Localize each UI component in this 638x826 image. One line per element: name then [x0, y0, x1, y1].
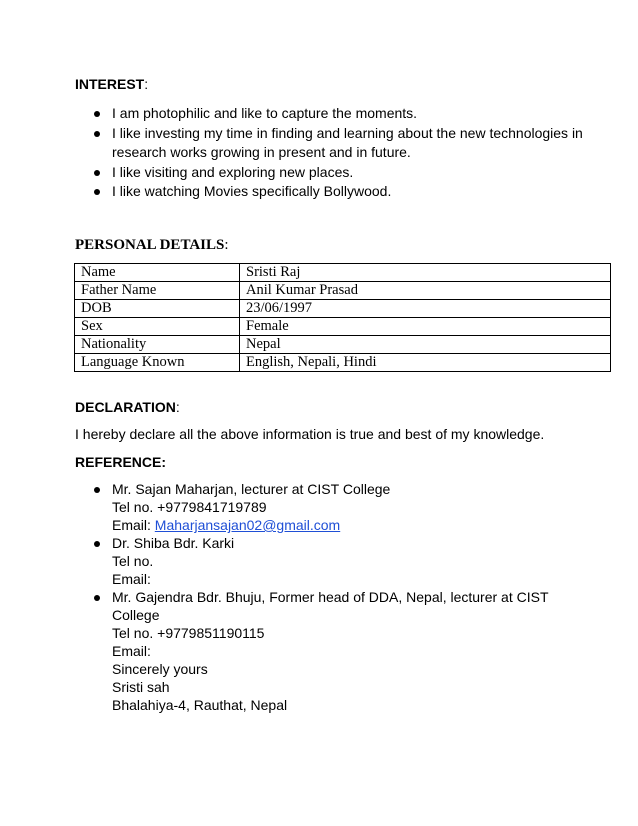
interest-heading [75, 75, 148, 93]
closing-address: Bhalahiya-4, Rauthat, Nepal [112, 697, 288, 713]
detail-label: Language Known [75, 354, 240, 372]
list-item [75, 534, 595, 588]
interest-list [75, 104, 595, 202]
detail-value: English, Nepali, Hindi [240, 354, 611, 372]
personal-details-heading [75, 236, 229, 254]
bullet-icon [94, 170, 100, 176]
detail-label: Nationality [75, 336, 240, 354]
table-row [75, 336, 611, 354]
closing-block [112, 660, 287, 714]
interest-item-text: I like watching Movies specifically Bollywood. [112, 183, 392, 199]
table-row [75, 354, 611, 372]
reference-email-label: Email: [112, 643, 151, 659]
reference-heading: REFERENCE: [75, 454, 167, 470]
detail-label: DOB [75, 300, 240, 318]
bullet-icon [94, 595, 100, 601]
list-item [75, 480, 595, 534]
declaration-heading-colon: : [175, 399, 180, 415]
reference-name: Mr. Gajendra Bdr. Bhuju, Former head of DDA, Nepal, lecturer at CIST College [112, 589, 549, 623]
reference-tel: Tel no. +9779851190115 [112, 625, 265, 641]
list-item [75, 182, 595, 202]
table-row [75, 300, 611, 318]
table-row [75, 282, 611, 300]
reference-name: Dr. Shiba Bdr. Karki [112, 535, 235, 551]
reference-tel: Tel no. +9779841719789 [112, 499, 267, 515]
detail-label: Name [75, 264, 240, 282]
declaration-text: I hereby declare all the above information is true and best of my knowledge. [75, 426, 545, 442]
declaration-heading [75, 398, 180, 416]
interest-item-text: I like investing my time in finding and learning about the new technologies in research works growing in present and in future. [112, 124, 583, 160]
list-item [75, 104, 595, 124]
reference-name: Mr. Sajan Maharjan, lecturer at CIST College [112, 481, 391, 497]
reference-email-link[interactable]: Maharjansajan02@gmail.com [154, 517, 341, 533]
reference-email-label: Email: [112, 571, 151, 587]
personal-heading-text: PERSONAL DETAILS [75, 237, 225, 253]
list-item [75, 124, 595, 163]
personal-details-table [74, 263, 611, 372]
interest-heading-text: INTEREST [75, 76, 145, 92]
interest-item-text: I am photophilic and like to capture the moments. [112, 105, 418, 121]
personal-heading-colon: : [224, 237, 229, 253]
reference-email-row [112, 516, 595, 534]
detail-label: Father Name [75, 282, 240, 300]
reference-email-label: Email: [112, 517, 155, 533]
detail-value: Sristi Raj [240, 264, 611, 282]
detail-label: Sex [75, 318, 240, 336]
reference-tel: Tel no. [112, 553, 154, 569]
detail-value: Anil Kumar Prasad [240, 282, 611, 300]
declaration-heading-text: DECLARATION [75, 399, 176, 415]
detail-value: Female [240, 318, 611, 336]
interest-heading-colon: : [144, 76, 149, 92]
list-item [75, 163, 595, 183]
bullet-icon [94, 487, 100, 493]
list-item [75, 588, 595, 660]
detail-value: 23/06/1997 [240, 300, 611, 318]
closing-name: Sristi sah [112, 679, 170, 695]
table-row [75, 264, 611, 282]
interest-item-text: I like visiting and exploring new places. [112, 163, 354, 180]
bullet-icon [94, 131, 100, 137]
table-row [75, 318, 611, 336]
bullet-icon [94, 541, 100, 547]
bullet-icon [94, 111, 100, 117]
closing-salutation: Sincerely yours [112, 661, 208, 677]
bullet-icon [94, 189, 100, 195]
reference-list [75, 480, 595, 660]
detail-value: Nepal [240, 336, 611, 354]
